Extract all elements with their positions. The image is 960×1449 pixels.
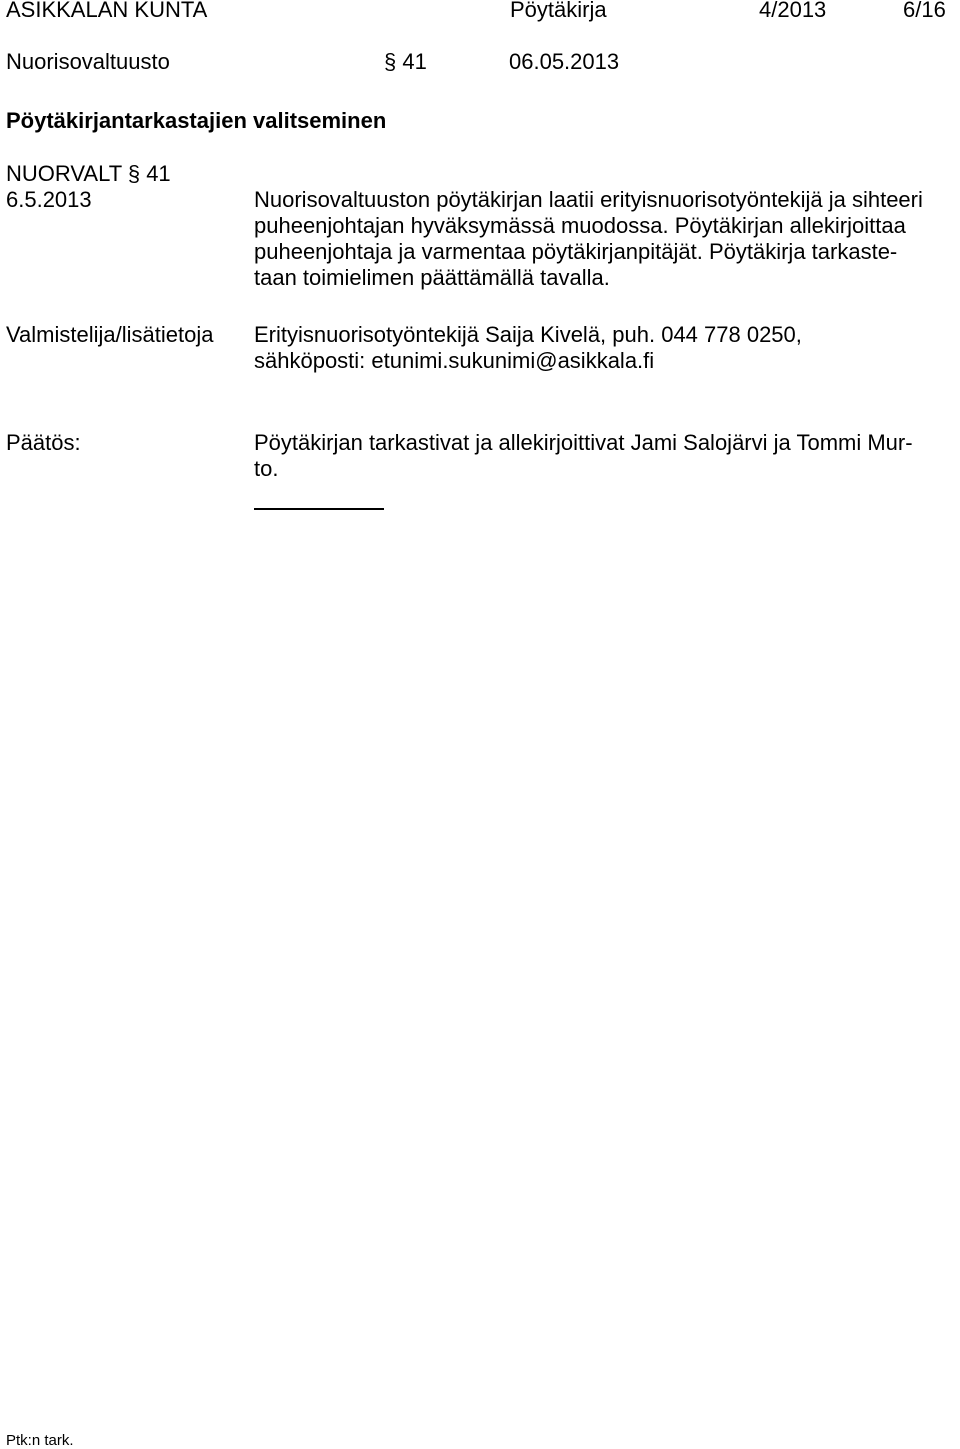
- preparer-info: [254, 322, 802, 374]
- governing-body: Nuorisovaltuusto: [6, 49, 170, 74]
- preparer-label: Valmistelija/lisätietoja: [6, 322, 214, 347]
- item-reference-date: 6.5.2013: [6, 187, 92, 212]
- body-line: puheenjohtajan hyväksymässä muodossa. Pöytäkirjan allekirjoittaa: [254, 213, 906, 238]
- page-number: 6/16: [903, 0, 946, 22]
- body-line: taan toimielimen päättämällä tavalla.: [254, 265, 610, 290]
- item-body-paragraph: [254, 187, 923, 291]
- meeting-date: 06.05.2013: [509, 49, 620, 74]
- preparer-line: Erityisnuorisotyöntekijä Saija Kivelä, puh. 044 778 0250,: [254, 322, 802, 347]
- item-title: Pöytäkirjantarkastajien valitseminen: [6, 108, 387, 133]
- body-line: puheenjohtaja ja varmentaa pöytäkirjanpitäjät. Pöytäkirja tarkaste-: [254, 239, 898, 264]
- decision-label: Päätös:: [6, 430, 81, 455]
- end-rule: [254, 508, 384, 510]
- body-line: Nuorisovaltuuston pöytäkirjan laatii erityisnuorisotyöntekijä ja sihteeri: [254, 187, 923, 212]
- preparer-line: sähköposti: etunimi.sukunimi@asikkala.fi: [254, 348, 655, 373]
- decision-line: Pöytäkirjan tarkastivat ja allekirjoittivat Jami Salojärvi ja Tommi Mur-: [254, 430, 913, 455]
- item-reference-code: NUORVALT § 41: [6, 161, 171, 186]
- document-number: 4/2013: [759, 0, 827, 22]
- section-number: § 41: [384, 49, 427, 74]
- decision-text: [254, 430, 913, 482]
- footer-initials-label: Ptk:n tark.: [6, 1432, 74, 1449]
- municipality-name: ASIKKALAN KUNTA: [6, 0, 208, 22]
- document-type: Pöytäkirja: [510, 0, 607, 22]
- decision-line: to.: [254, 456, 279, 481]
